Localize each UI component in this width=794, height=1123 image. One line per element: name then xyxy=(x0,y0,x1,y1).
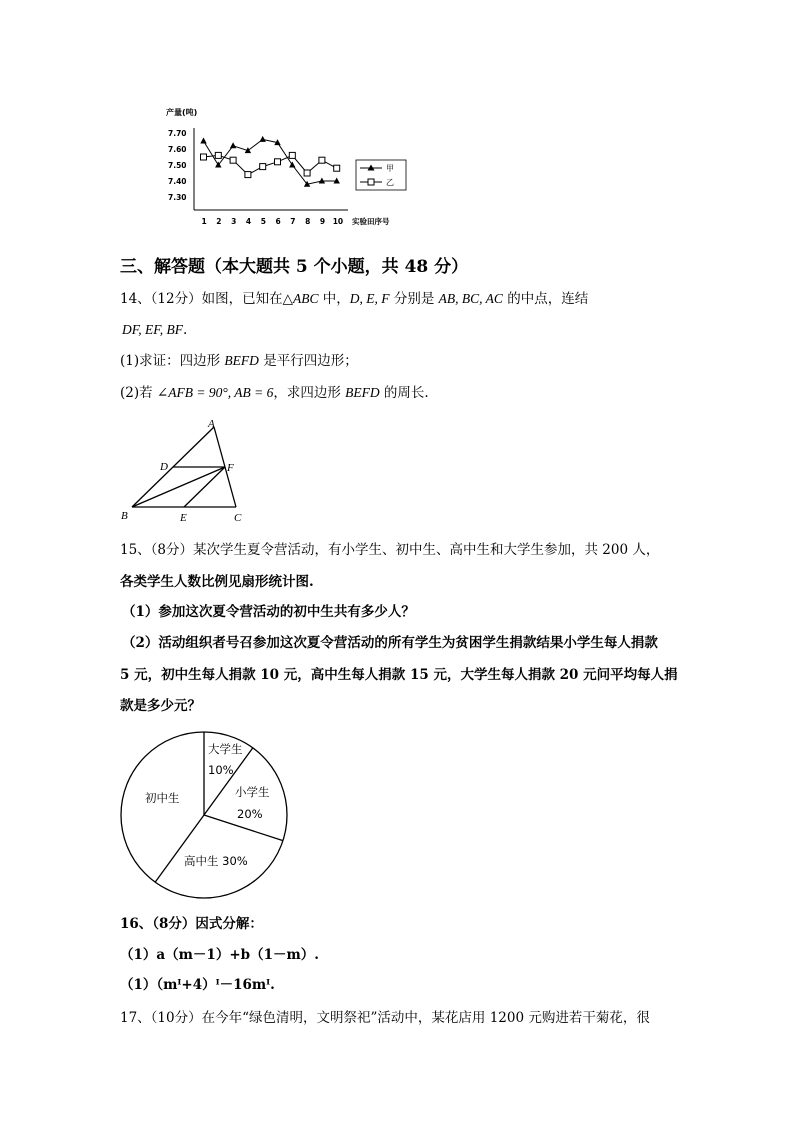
label-c: C xyxy=(234,512,242,524)
label-d: D xyxy=(160,461,168,473)
pie-label-chuzhongsheng: 初中生 xyxy=(145,791,180,805)
chart-ylabel: 产量(吨) xyxy=(166,108,198,117)
pie-label-daxuesheng: 大学生 xyxy=(208,742,243,756)
chart-xlabel: 实验田序号 xyxy=(352,217,390,226)
q16-part2: （1）（mᴵ+4）ᴵ－16mᴵ. xyxy=(120,977,275,993)
x-tick-label: 3 xyxy=(231,217,237,226)
x-tick-label: 9 xyxy=(319,217,326,226)
q14-line2: DF, EF, BF. xyxy=(122,322,188,338)
data-point-yi xyxy=(319,157,325,163)
q14-line1: 14、（12分）如图，已知在△ABC 中，D, E, F 分别是 AB, BC, AC 的中点，连结 xyxy=(120,291,589,307)
data-point-yi xyxy=(245,172,251,178)
x-tick-label: 1 xyxy=(201,217,207,226)
label-e: E xyxy=(180,512,187,524)
q15-line1: 15、（8分）某次学生夏令营活动，有小学生、初中生、高中生和大学生参加，共 200 人， xyxy=(120,542,660,558)
x-tick-label: 4 xyxy=(245,217,252,226)
section-title: 三、解答题（本大题共 5 个小题，共 48 分） xyxy=(120,257,469,277)
data-point-yi xyxy=(201,154,207,160)
q15-part2b: 5 元，初中生每人捐款 10 元，高中生每人捐款 15 元，大学生每人捐款 20 元问平均每人捐 xyxy=(120,667,678,683)
legend-label-yi: 乙 xyxy=(386,178,394,187)
legend-marker-yi xyxy=(368,179,374,185)
q16-title: 16、（8分）因式分解： xyxy=(120,916,263,932)
pie-label-gaozhongsheng: 高中生 30% xyxy=(184,854,248,868)
pie-value-daxuesheng: 10% xyxy=(208,763,234,777)
label-f: F xyxy=(227,462,234,474)
q16-part1: （1）a（m－1）+b（1－m）. xyxy=(120,947,319,963)
x-tick-label: 7 xyxy=(290,217,296,226)
x-tick-label: 6 xyxy=(275,217,281,226)
x-tick-label: 10 xyxy=(332,217,344,226)
q14-part2: (2)若 ∠AFB = 90°, AB = 6，求四边形 BEFD 的周长. xyxy=(120,385,429,401)
segment-bf xyxy=(132,467,225,507)
segment-ef xyxy=(184,467,225,507)
triangle-figure xyxy=(118,415,253,525)
pie-label-xiaoxuesheng: 小学生 xyxy=(235,785,270,799)
data-point-yi xyxy=(230,157,236,163)
y-tick-label: 7.30 xyxy=(168,193,187,202)
q15-part2c: 款是多少元？ xyxy=(120,698,201,714)
legend-label-jia: 甲 xyxy=(386,164,394,173)
x-tick-label: 5 xyxy=(260,217,266,226)
data-point-yi xyxy=(215,152,221,158)
data-point-yi xyxy=(275,159,281,165)
data-point-yi xyxy=(304,170,310,176)
y-tick-label: 7.70 xyxy=(168,129,187,138)
q17-line1: 17、（10分）在今年“绿色清明，文明祭祀”活动中，某花店用 1200 元购进若干菊花，很 xyxy=(120,1010,650,1026)
y-tick-label: 7.60 xyxy=(168,145,187,154)
line-chart xyxy=(160,100,410,230)
q15-line2: 各类学生人数比例见扇形统计图. xyxy=(120,574,314,590)
y-tick-label: 7.50 xyxy=(168,161,187,170)
x-tick-label: 2 xyxy=(216,217,222,226)
label-b: B xyxy=(121,510,128,522)
data-point-yi xyxy=(334,165,340,171)
q14-part1: (1)求证：四边形 BEFD 是平行四边形； xyxy=(120,353,358,369)
data-point-yi xyxy=(260,164,266,170)
label-a: A xyxy=(208,418,215,430)
chart-legend xyxy=(356,160,406,190)
q15-part1: （1）参加这次夏令营活动的初中生共有多少人？ xyxy=(122,604,415,620)
x-tick-label: 8 xyxy=(305,217,311,226)
data-point-yi xyxy=(289,152,295,158)
y-tick-label: 7.40 xyxy=(168,177,187,186)
pie-value-xiaoxuesheng: 20% xyxy=(237,807,263,821)
pie-chart xyxy=(118,728,298,903)
q15-part2a: （2）活动组织者号召参加这次夏令营活动的所有学生为贫困学生捐款结果小学生每人捐款 xyxy=(122,635,658,651)
